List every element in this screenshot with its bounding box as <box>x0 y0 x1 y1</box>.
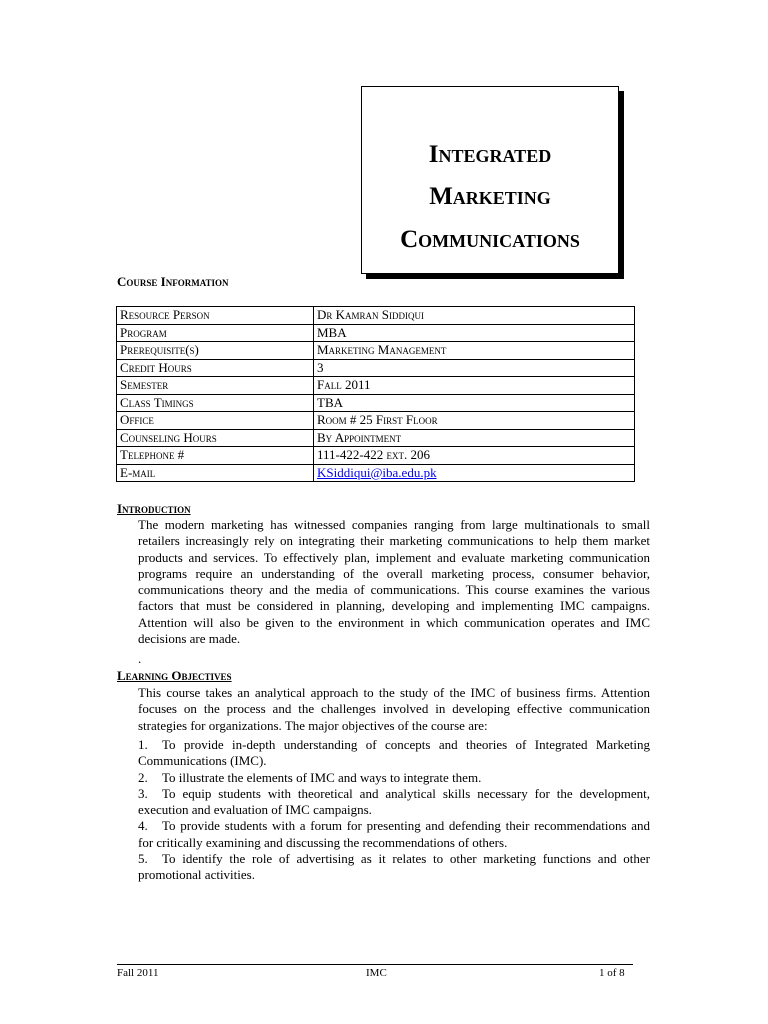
row-value: 3 <box>314 359 635 377</box>
objectives-list <box>138 737 650 884</box>
row-label: Telephone # <box>117 447 314 465</box>
row-value <box>314 464 635 482</box>
table-row <box>117 342 635 360</box>
list-item <box>138 770 650 786</box>
list-item-number: 5. <box>138 851 148 867</box>
introduction-heading: Introduction <box>117 501 191 516</box>
row-value: Room # 25 First Floor <box>314 412 635 430</box>
row-value: By Appointment <box>314 429 635 447</box>
row-value: Fall 2011 <box>314 377 635 395</box>
row-label: Resource Person <box>117 307 314 325</box>
title-box <box>361 86 619 274</box>
list-item-text: To equip students with theoretical and analytical skills necessary for the development, execution and evaluation of IMC campaigns. <box>138 785 650 818</box>
list-item <box>138 786 650 819</box>
list-item <box>138 818 650 851</box>
row-label: Semester <box>117 377 314 395</box>
row-label: E-mail <box>117 464 314 482</box>
table-row <box>117 429 635 447</box>
title-line-2: Marketing <box>429 183 551 210</box>
row-label: Credit Hours <box>117 359 314 377</box>
row-label: Counseling Hours <box>117 429 314 447</box>
table-row <box>117 447 635 465</box>
course-info-heading: Course Information <box>117 274 229 289</box>
introduction-text: The modern marketing has witnessed companies ranging from large multinationals to small retailers increasingly rely on integrating their marketing communications to help them market products and services. To effectively plan, implement and evaluate marketing communication programs require an understanding of the overall marketing process, consumer behavior, communications theory and the media of communications. This course examines the various factors that must be considered in planning, developing and implementing IMC campaigns. Attention will also be given to the environment in which communication operates and IMC decisions are made. <box>138 517 650 647</box>
table-row <box>117 324 635 342</box>
list-item <box>138 737 650 770</box>
list-item-number: 2. <box>138 769 148 785</box>
row-value: Marketing Management <box>314 342 635 360</box>
row-value: MBA <box>314 324 635 342</box>
title-line-3: Communications <box>400 226 580 253</box>
list-item-number: 1. <box>138 737 148 752</box>
footer-left: Fall 2011 <box>117 967 159 979</box>
email-link[interactable]: KSiddiqui@iba.edu.pk <box>317 464 437 480</box>
table-row <box>117 412 635 430</box>
list-item-text: To provide in-depth understanding of concepts and theories of Integrated Marketing Communications (IMC). <box>138 737 650 769</box>
row-value: Dr Kamran Siddiqui <box>314 307 635 325</box>
list-item-number: 4. <box>138 818 148 834</box>
row-value: TBA <box>314 394 635 412</box>
list-item <box>138 851 650 884</box>
list-item-text: To provide students with a forum for presenting and defending their recommendations and for critically examining and discussing the recommendations of others. <box>138 818 650 850</box>
footer-center: IMC <box>366 967 387 979</box>
table-row <box>117 464 635 482</box>
list-item-text: To identify the role of advertising as it relates to other marketing functions and other promotional activities. <box>138 851 650 883</box>
course-info-table <box>116 306 635 482</box>
footer-rule <box>117 964 633 965</box>
row-label: Office <box>117 412 314 430</box>
introduction-trailing-dot: . <box>138 651 142 666</box>
row-label: Prerequisite(s) <box>117 342 314 360</box>
table-row <box>117 377 635 395</box>
table-row <box>117 359 635 377</box>
learning-objectives-heading: Learning Objectives <box>117 668 232 683</box>
row-label: Program <box>117 324 314 342</box>
list-item-text: To illustrate the elements of IMC and ways to integrate them. <box>162 769 482 785</box>
row-label: Class Timings <box>117 394 314 412</box>
footer-page-number: 1 of 8 <box>599 967 625 979</box>
learning-objectives-intro: This course takes an analytical approach to the study of the IMC of business firms. Attention focuses on the process and the challenges involved in developing effective communication strategies for organizations. The major objectives of the course are: <box>138 685 650 733</box>
title-line-1: Integrated <box>428 141 552 168</box>
table-row <box>117 394 635 412</box>
row-value: 111-422-422 ext. 206 <box>314 447 635 465</box>
list-item-number: 3. <box>138 785 148 801</box>
table-row <box>117 307 635 325</box>
